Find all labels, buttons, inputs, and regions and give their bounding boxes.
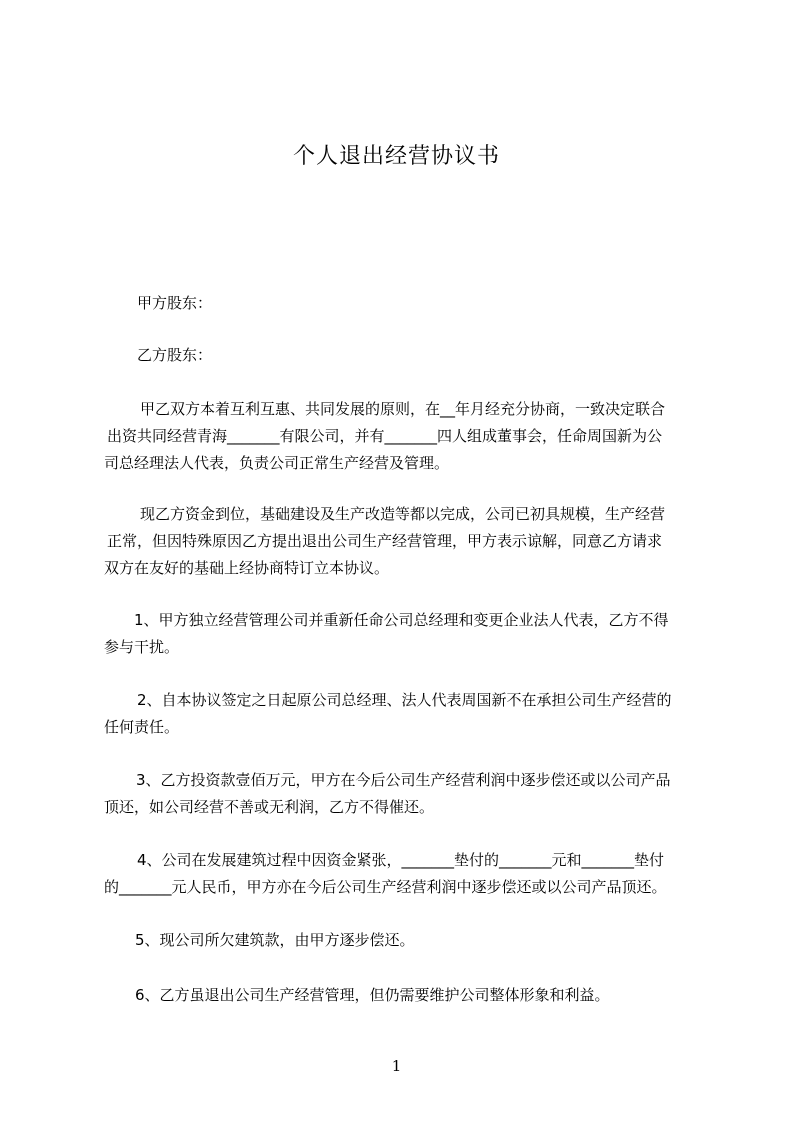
page-number: 1 (391, 1057, 402, 1075)
intro-line: 出资共同经营青海_______有限公司，并有_______四人组成董事会，任命周国新为公 (107, 427, 663, 445)
clause-1-line: 参与干扰。 (104, 638, 180, 656)
clause-6-line: 6、乙方虽退出公司生产经营管理，但仍需要维护公司整体形象和利益。 (135, 986, 610, 1004)
clause-4-line: 的_______元人民币，甲方亦在今后公司生产经营利润中逐步偿还或以公司产品顶还。 (104, 878, 667, 896)
clause-2-line: 2、自本协议签定之日起原公司总经理、法人代表周国新不在承担公司生产经营的 (137, 691, 672, 709)
document-title: 个人退出经营协议书 (292, 144, 500, 169)
background-line: 双方在友好的基础上经协商特订立本协议。 (104, 559, 390, 577)
party-b-label: 乙方股东： (137, 346, 213, 364)
clause-2-line: 任何责任。 (104, 718, 180, 736)
background-line: 正常，但因特殊原因乙方提出退出公司生产经营管理，甲方表示谅解，同意乙方请求 (107, 532, 663, 550)
clause-4-line: 4、公司在发展建筑过程中因资金紧张，_______垫付的_______元和_______垫付 (137, 851, 665, 869)
intro-line: 甲乙双方本着互利互惠、共同发展的原则，在__年月经充分协商，一致决定联合 (140, 400, 666, 418)
intro-line: 司总经理法人代表，负责公司正常生产经营及管理。 (104, 454, 450, 472)
party-a-label: 甲方股东： (137, 294, 213, 312)
background-line: 现乙方资金到位，基础建设及生产改造等都以完成，公司已初具规模，生产经营 (140, 505, 666, 523)
clause-3-line: 3、乙方投资款壹佰万元，甲方在今后公司生产经营利润中逐步偿还或以公司产品 (136, 771, 671, 789)
clause-3-line: 顶还，如公司经营不善或无利润，乙方不得催还。 (104, 798, 435, 816)
clause-1-line: 1、甲方独立经营管理公司并重新任命公司总经理和变更企业法人代表，乙方不得 (134, 611, 669, 629)
clause-5-line: 5、现公司所欠建筑款，由甲方逐步偿还。 (135, 931, 415, 949)
